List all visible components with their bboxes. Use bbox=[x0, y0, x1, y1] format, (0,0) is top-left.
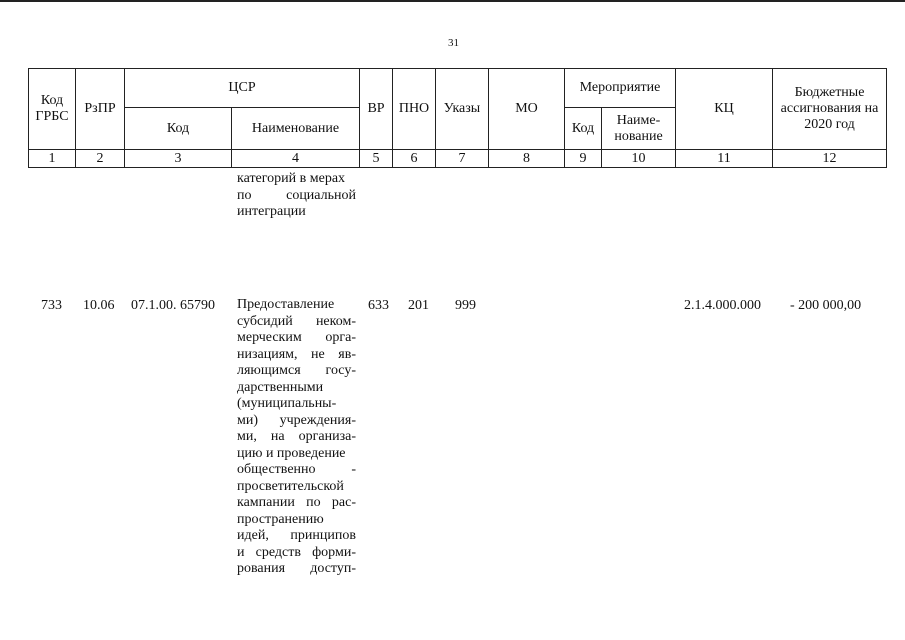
col-number: 4 bbox=[232, 150, 360, 168]
row-name-line: мерческим орга- bbox=[237, 330, 356, 345]
row-name-line: кампании по рас- bbox=[237, 495, 356, 510]
row-name-line: ми) учреждения- bbox=[237, 412, 356, 428]
row-name-line: ми, на организа- bbox=[237, 429, 356, 444]
header-mer-name: Наиме-нование bbox=[602, 108, 676, 150]
continuation-line: интеграции bbox=[237, 204, 306, 219]
header-pno: ПНО bbox=[393, 69, 436, 150]
header-rzpr: РзПР bbox=[76, 69, 125, 150]
header-csr-kod: Код bbox=[125, 108, 232, 150]
row-kc: 2.1.4.000.000 bbox=[684, 298, 761, 313]
row-name-line: идей, принципов bbox=[237, 528, 356, 543]
col-number: 9 bbox=[565, 150, 602, 168]
header-mer-kod: Код bbox=[565, 108, 602, 150]
col-number: 12 bbox=[773, 150, 887, 168]
row-budget: - 200 000,00 bbox=[790, 298, 862, 313]
header-budget: Бюджетные ассигнования на 2020 год bbox=[773, 69, 887, 150]
header-vr: ВР bbox=[360, 69, 393, 150]
header-meropriyatie: Мероприятие bbox=[565, 69, 676, 108]
header-kod-grbs: Код ГРБС bbox=[29, 69, 76, 150]
row-name-line: цию и проведение bbox=[237, 445, 346, 461]
col-number: 8 bbox=[489, 150, 565, 168]
col-number: 3 bbox=[125, 150, 232, 168]
row-name-line: Предоставление bbox=[237, 297, 335, 312]
header-mo: МО bbox=[489, 69, 565, 150]
col-number: 5 bbox=[360, 150, 393, 168]
col-number: 1 bbox=[29, 150, 76, 168]
row-name-line: субсидий неком- bbox=[237, 313, 356, 329]
row-name-line: рования доступ- bbox=[237, 561, 356, 576]
row-ukazy: 999 bbox=[455, 298, 476, 313]
header-csr-name: Наименование bbox=[232, 108, 360, 150]
row-rzpr: 10.06 bbox=[83, 298, 115, 313]
col-number: 6 bbox=[393, 150, 436, 168]
row-csr-kod: 07.1.00. 65790 bbox=[131, 298, 215, 313]
continuation-line: по социальной bbox=[237, 187, 356, 203]
row-vr: 633 bbox=[368, 298, 389, 313]
table-header bbox=[28, 68, 887, 168]
row-name-line: (муниципальны- bbox=[237, 396, 337, 411]
row-name-line: просветительской bbox=[237, 478, 344, 494]
row-name bbox=[237, 297, 356, 578]
col-number: 7 bbox=[436, 150, 489, 168]
page-number: 31 bbox=[448, 37, 459, 49]
row-name-line: ляющимся госу- bbox=[237, 363, 356, 378]
row-name-line: дарственными bbox=[237, 379, 324, 395]
continuation-text bbox=[237, 171, 356, 221]
row-name-line: низациям, не яв- bbox=[237, 346, 356, 362]
continuation-line: категорий в мерах bbox=[237, 171, 346, 186]
header-ukazy: Указы bbox=[436, 69, 489, 150]
row-kod-grbs: 733 bbox=[41, 298, 62, 313]
col-number: 2 bbox=[76, 150, 125, 168]
col-number: 11 bbox=[676, 150, 773, 168]
row-name-line: и средств форми- bbox=[237, 544, 356, 560]
col-number: 10 bbox=[602, 150, 676, 168]
row-name-line: пространению bbox=[237, 511, 324, 527]
row-pno: 201 bbox=[408, 298, 429, 313]
top-border-line bbox=[0, 0, 905, 2]
header-kc: КЦ bbox=[676, 69, 773, 150]
header-csr: ЦСР bbox=[125, 69, 360, 108]
row-name-line: общественно - bbox=[237, 462, 356, 477]
